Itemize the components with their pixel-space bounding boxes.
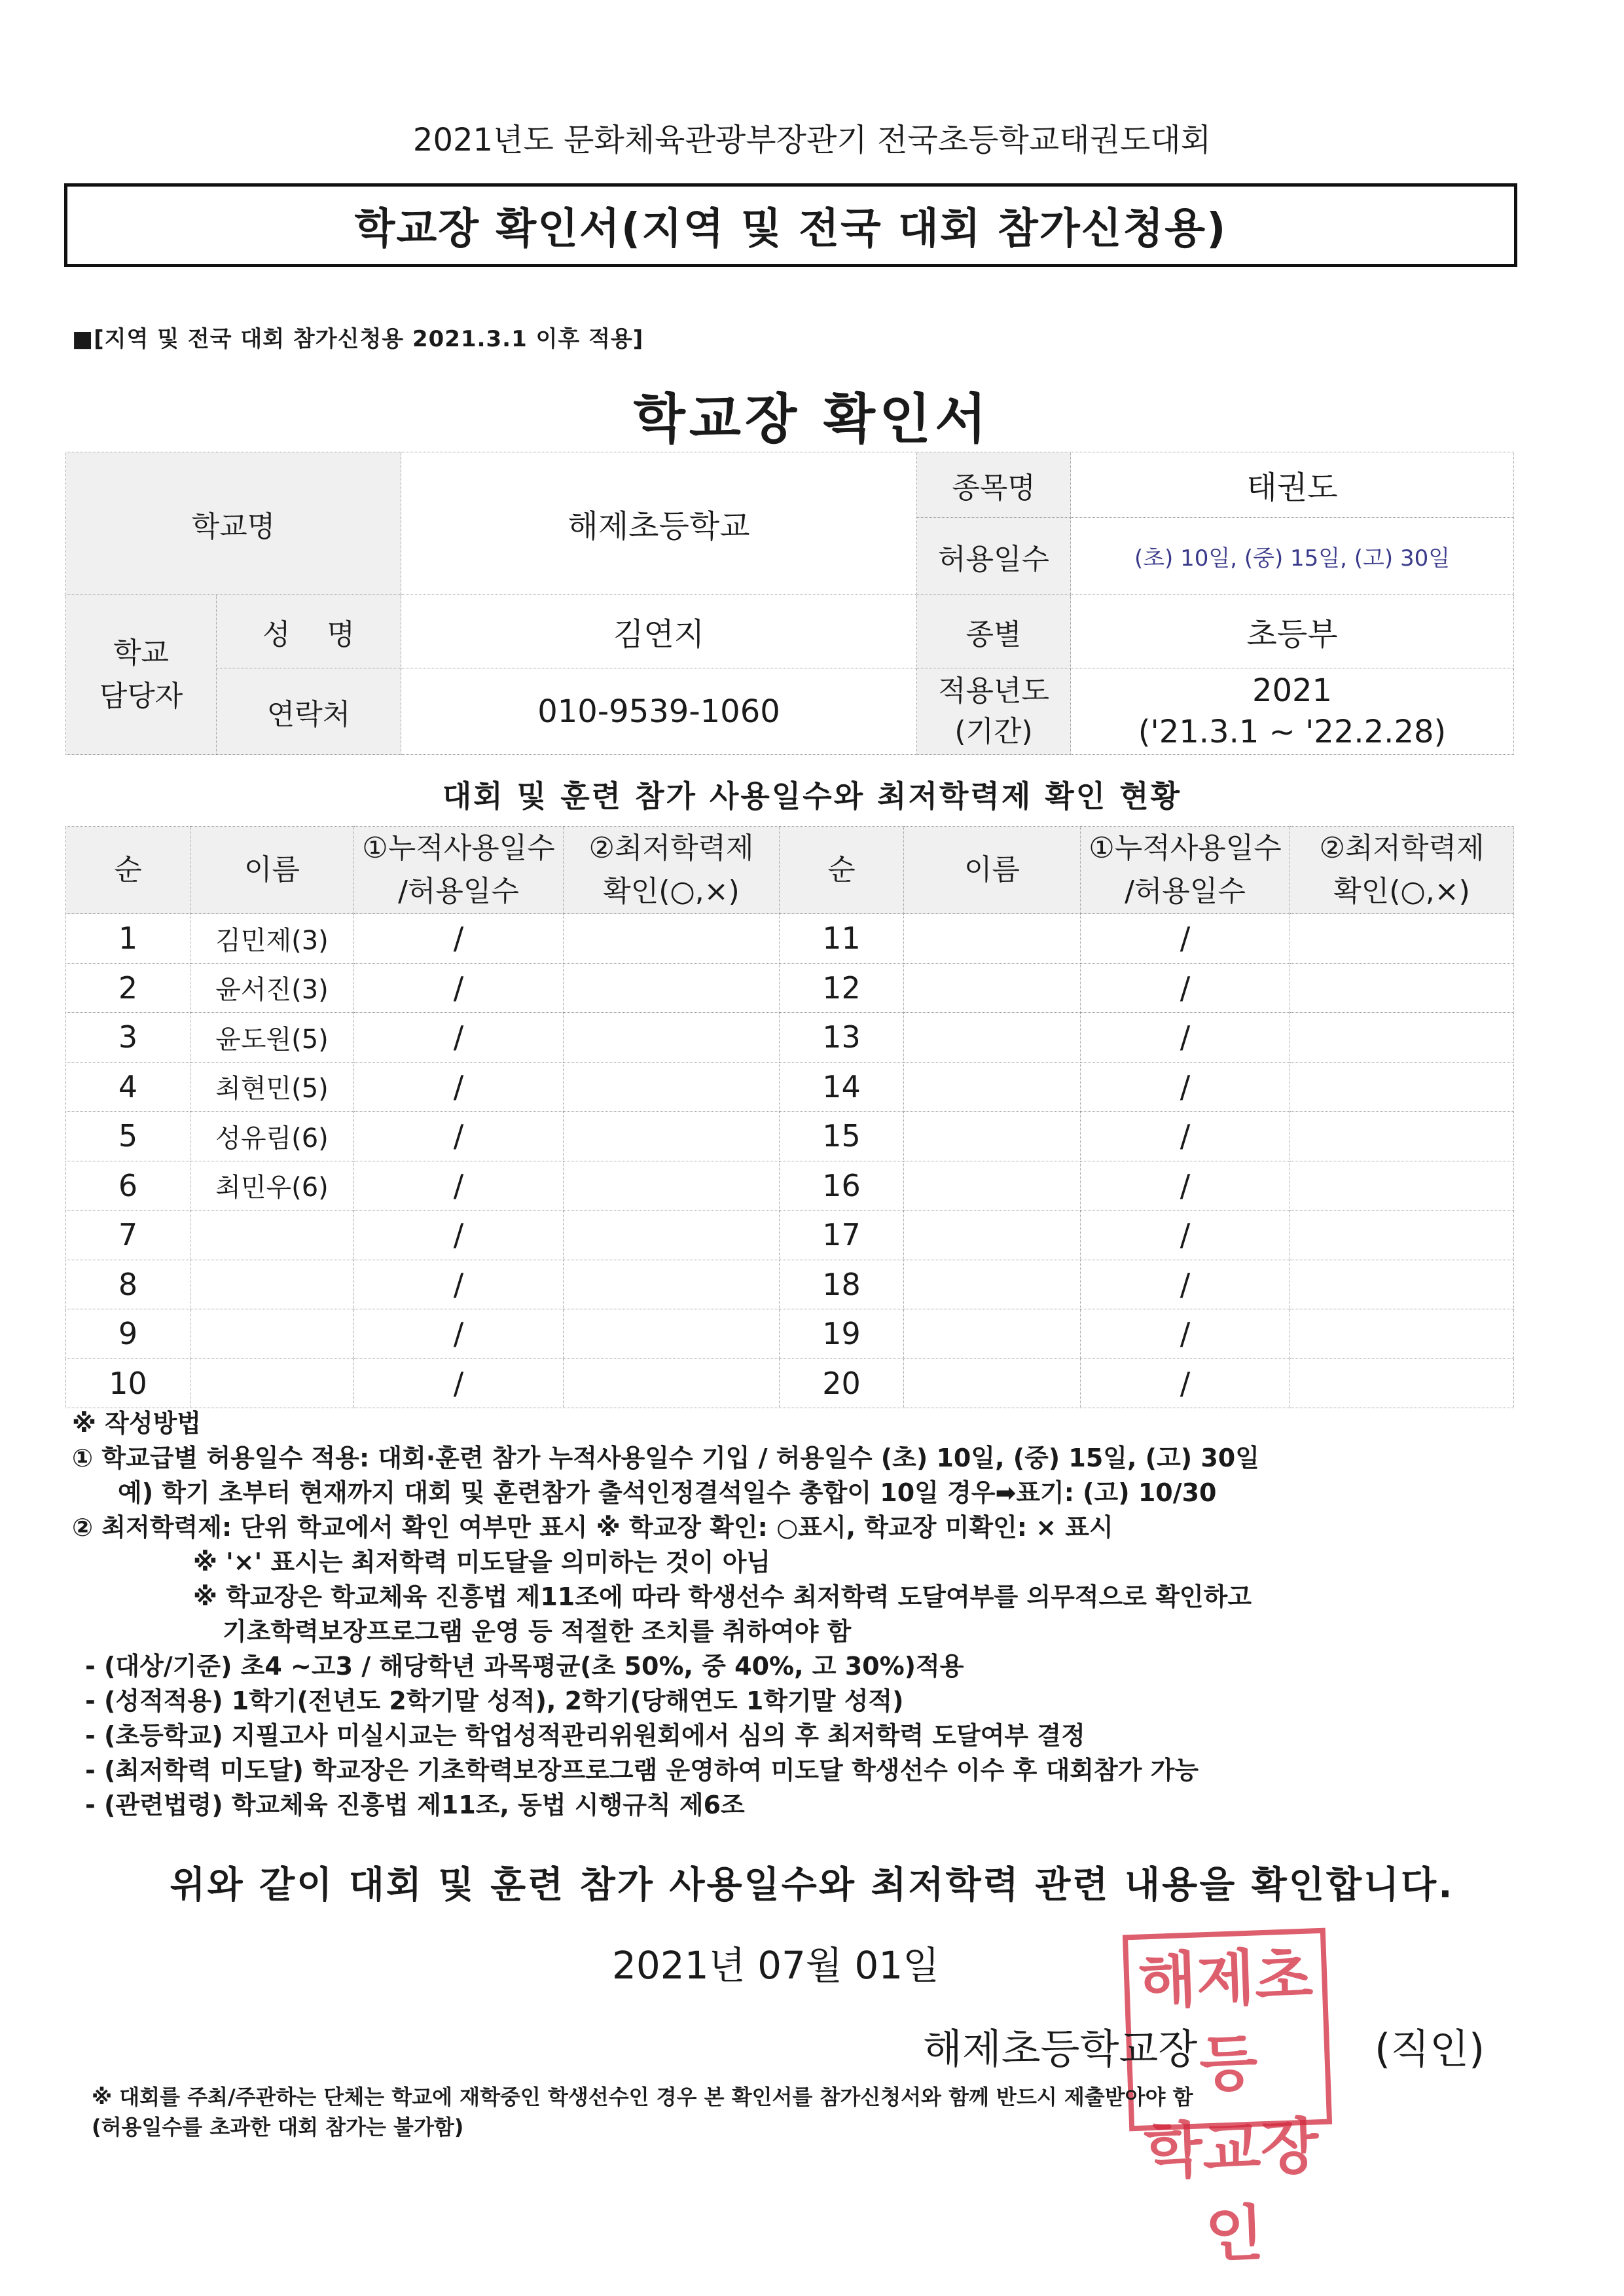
instruction-line: - (최저학력 미도달) 학교장은 기초학력보장프로그램 운영하여 미도달 학생선수 이수 후 대회참가 가능 <box>85 1756 1199 1785</box>
instruction-line: ※ 학교장은 학교체육 진흥법 제11조에 따라 학생선수 최저학력 도달여부를 의무적으로 확인하고 <box>193 1582 1252 1611</box>
seal-mark: (직인) <box>1375 2025 1485 2073</box>
row-name <box>190 1358 354 1408</box>
row-name-2 <box>904 914 1081 964</box>
instruction-line: ② 최저학력제: 단위 학교에서 확인 여부만 표시 ※ 학교장 확인: ○표시, 학교장 미확인: × 표시 <box>72 1513 1113 1542</box>
row-no: 4 <box>66 1062 190 1112</box>
row-no: 8 <box>66 1260 190 1309</box>
row-name-2 <box>904 1211 1081 1260</box>
row-no-2: 17 <box>780 1211 904 1260</box>
row-name <box>190 1211 354 1260</box>
row-no: 9 <box>66 1309 190 1359</box>
row-academic-2 <box>1290 1013 1514 1063</box>
header-name-2: 이름 <box>904 827 1081 914</box>
school-label: 학교명 <box>66 452 401 595</box>
row-days: / <box>354 1211 564 1260</box>
row-days-2: / <box>1081 1161 1290 1211</box>
row-days-2: / <box>1081 1013 1290 1063</box>
row-no-2: 13 <box>780 1013 904 1063</box>
row-no: 10 <box>66 1358 190 1408</box>
signature-date: 2021년 07월 01일 <box>612 1943 940 1988</box>
instruction-line: - (관련법령) 학교체육 진흥법 제11조, 동법 시행규칙 제6조 <box>85 1791 745 1819</box>
row-academic <box>564 1211 780 1260</box>
row-academic <box>564 1062 780 1112</box>
row-academic-2 <box>1290 1062 1514 1112</box>
main-title: 학교장 확인서 <box>633 388 991 450</box>
contact-value: 010-9539-1060 <box>401 668 917 755</box>
row-days: / <box>354 1260 564 1309</box>
row-no: 7 <box>66 1211 190 1260</box>
row-days-2: / <box>1081 1309 1290 1359</box>
row-academic-2 <box>1290 914 1514 964</box>
document-title: 학교장 확인서(지역 및 전국 대회 참가신청용) <box>354 205 1227 253</box>
row-academic <box>564 1013 780 1063</box>
header-no-2: 순 <box>780 827 904 914</box>
period-value: 2021 ('21.3.1 ~ '22.2.28) <box>1071 668 1514 755</box>
row-no: 1 <box>66 914 190 964</box>
row-days-2: / <box>1081 963 1290 1013</box>
table-row <box>66 1211 1514 1260</box>
row-academic <box>564 914 780 964</box>
row-days: / <box>354 914 564 964</box>
document-title-box <box>64 183 1517 267</box>
table-row <box>66 1013 1514 1063</box>
table-row <box>66 1358 1514 1408</box>
row-academic-2 <box>1290 1211 1514 1260</box>
event-label: 종목명 <box>917 452 1071 518</box>
row-name: 윤서진(3) <box>190 963 354 1013</box>
event-value: 태권도 <box>1071 452 1514 518</box>
row-no-2: 14 <box>780 1062 904 1112</box>
row-no: 5 <box>66 1112 190 1161</box>
table-row <box>66 1161 1514 1211</box>
footer-note: ※ 대회를 주최/주관하는 단체는 학교에 재학중인 학생선수인 경우 본 확인서를 참가신청서와 함께 반드시 제출받아야 함 (허용일수를 초과한 대회 참가는 불가함) <box>92 2085 1193 2140</box>
table-row <box>66 1260 1514 1309</box>
row-no: 3 <box>66 1013 190 1063</box>
instructions <box>72 1406 1538 1823</box>
allowed-days-label: 허용일수 <box>917 518 1071 595</box>
row-days: / <box>354 1358 564 1408</box>
row-name-2 <box>904 1358 1081 1408</box>
row-name: 성유림(6) <box>190 1112 354 1161</box>
roster-header-row <box>66 827 1514 914</box>
period-label: 적용년도 (기간) <box>917 668 1071 755</box>
row-academic-2 <box>1290 1260 1514 1309</box>
row-no: 2 <box>66 963 190 1013</box>
row-no-2: 18 <box>780 1260 904 1309</box>
row-name-2 <box>904 1161 1081 1211</box>
instruction-line: - (성적적용) 1학기(전년도 2학기말 성적), 2학기(당해연도 1학기말 성적) <box>85 1686 904 1715</box>
allowed-days-value: (초) 10일, (중) 15일, (고) 30일 <box>1071 518 1514 595</box>
row-academic-2 <box>1290 1161 1514 1211</box>
table-row <box>66 1062 1514 1112</box>
row-academic <box>564 963 780 1013</box>
manager-name: 김연지 <box>401 595 917 668</box>
row-days: / <box>354 1062 564 1112</box>
row-name-2 <box>904 1112 1081 1161</box>
row-no: 6 <box>66 1161 190 1211</box>
row-name-2 <box>904 1013 1081 1063</box>
row-no-2: 12 <box>780 963 904 1013</box>
row-days: / <box>354 1013 564 1063</box>
row-name-2 <box>904 963 1081 1013</box>
row-academic <box>564 1161 780 1211</box>
division-value: 초등부 <box>1071 595 1514 668</box>
school-name: 해제초등학교 <box>401 452 917 595</box>
school-info-table <box>65 452 1514 755</box>
instruction-line: 기초학력보장프로그램 운영 등 적절한 조치를 취하여야 함 <box>223 1617 852 1646</box>
header-days: ①누적사용일수 /허용일수 <box>354 827 564 914</box>
row-days-2: / <box>1081 1062 1290 1112</box>
principal-name: 해제초등학교장 <box>923 2025 1198 2073</box>
confirmation-statement: 위와 같이 대회 및 훈련 참가 사용일수와 최저학력 관련 내용을 확인합니다. <box>170 1864 1454 1906</box>
event-title: 2021년도 문화체육관광부장관기 전국초등학교태권도대회 <box>412 122 1212 158</box>
table-row <box>66 963 1514 1013</box>
row-days-2: / <box>1081 1112 1290 1161</box>
status-title: 대회 및 훈련 참가 사용일수와 최저학력제 확인 현황 <box>442 778 1182 814</box>
instruction-line: - (초등학교) 지필고사 미실시교는 학업성적관리위원회에서 심의 후 최저학력 도달여부 결정 <box>85 1721 1085 1750</box>
table-row <box>66 1112 1514 1161</box>
row-name: 윤도원(5) <box>190 1013 354 1063</box>
row-days: / <box>354 1161 564 1211</box>
header-no: 순 <box>66 827 190 914</box>
row-academic <box>564 1260 780 1309</box>
row-name: 김민제(3) <box>190 914 354 964</box>
instruction-line: ① 학교급별 허용일수 적용: 대회·훈련 참가 누적사용일수 기입 / 허용일수 (초) 10일, (중) 15일, (고) 30일 <box>72 1444 1259 1472</box>
division-label: 종별 <box>917 595 1071 668</box>
applicability-notice: ■[지역 및 전국 대회 참가신청용 2021.3.1 이후 적용] <box>72 326 644 352</box>
row-name <box>190 1309 354 1359</box>
instructions-heading: ※ 작성방법 <box>72 1409 202 1438</box>
instruction-line: 예) 학기 초부터 현재까지 대회 및 훈련참가 출석인정결석일수 총합이 10일 경우➡표기: (고) 10/30 <box>118 1478 1217 1507</box>
row-no-2: 16 <box>780 1161 904 1211</box>
row-academic-2 <box>1290 1309 1514 1359</box>
table-row <box>66 914 1514 964</box>
row-days: / <box>354 963 564 1013</box>
contact-label: 연락처 <box>217 668 401 755</box>
row-days-2: / <box>1081 1260 1290 1309</box>
row-no-2: 19 <box>780 1309 904 1359</box>
row-academic-2 <box>1290 1358 1514 1408</box>
roster-table <box>65 826 1514 1408</box>
instruction-line: ※ '×' 표시는 최저학력 미도달을 의미하는 것이 아님 <box>193 1548 771 1576</box>
row-days: / <box>354 1309 564 1359</box>
row-no-2: 15 <box>780 1112 904 1161</box>
header-days-2: ①누적사용일수 /허용일수 <box>1081 827 1290 914</box>
row-days: / <box>354 1112 564 1161</box>
row-name: 최민우(6) <box>190 1161 354 1211</box>
row-name: 최현민(5) <box>190 1062 354 1112</box>
row-name <box>190 1260 354 1309</box>
instruction-line: - (대상/기준) 초4 ~고3 / 해당학년 과목평균(초 50%, 중 40%, 고 30%)적용 <box>85 1652 964 1681</box>
row-name-2 <box>904 1062 1081 1112</box>
header-academic: ②최저학력제 확인(○,×) <box>564 827 780 914</box>
row-no-2: 20 <box>780 1358 904 1408</box>
row-days-2: / <box>1081 914 1290 964</box>
school-seal-stamp: 해제초등 학교장인 <box>1123 1928 1332 2132</box>
row-days-2: / <box>1081 1358 1290 1408</box>
row-name-2 <box>904 1309 1081 1359</box>
row-no-2: 11 <box>780 914 904 964</box>
manager-name-label: 성 명 <box>217 595 401 668</box>
row-academic-2 <box>1290 963 1514 1013</box>
row-academic <box>564 1112 780 1161</box>
row-academic <box>564 1358 780 1408</box>
header-name: 이름 <box>190 827 354 914</box>
table-row <box>66 1309 1514 1359</box>
header-academic-2: ②최저학력제 확인(○,×) <box>1290 827 1514 914</box>
row-academic-2 <box>1290 1112 1514 1161</box>
row-days-2: / <box>1081 1211 1290 1260</box>
row-name-2 <box>904 1260 1081 1309</box>
row-academic <box>564 1309 780 1359</box>
manager-label: 학교 담당자 <box>66 595 217 755</box>
